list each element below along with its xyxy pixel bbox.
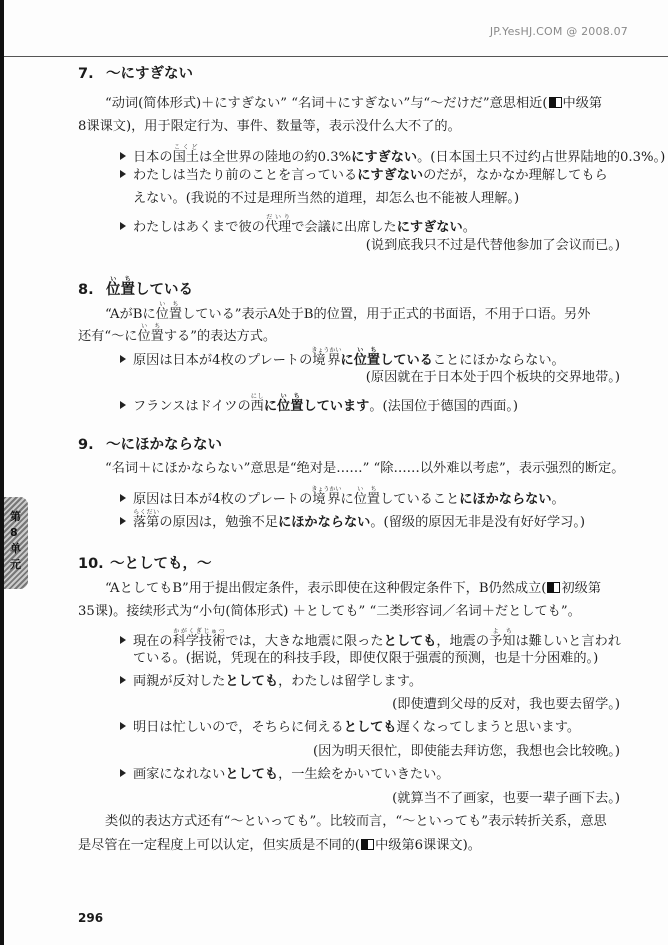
text-run: “AがBに: [105, 307, 156, 322]
example-bullet: [120, 720, 580, 736]
kanji: 科学技術: [172, 634, 226, 649]
example-continuation: [133, 191, 519, 207]
text-run: している”表示A处于B的位置，用于正式的书面语，不用于口语。另外: [182, 307, 591, 322]
text-run: 是尽管在一定程度上可以认定，但实质是不同的(: [78, 838, 361, 853]
text-run: (即使遭到父母的反对，我也要去留学。): [392, 697, 620, 712]
text-run: 中级第6课课文)。: [375, 838, 481, 853]
furigana-reading: いち: [155, 301, 182, 308]
bullet-triangle-icon: [120, 722, 126, 730]
bold-keyword: にすぎない: [357, 168, 424, 183]
bold-keyword: としても: [225, 767, 279, 782]
bullet-triangle-icon: [120, 222, 126, 230]
furigana-reading: こくど: [172, 144, 199, 151]
bullet-triangle-icon: [120, 152, 126, 160]
text-run: (就算当不了画家，也要一辈子画下去。): [392, 791, 620, 806]
translation-line: [366, 238, 620, 254]
furigana-reading: いち: [137, 323, 164, 330]
furigana-word: [172, 144, 199, 165]
paragraph-line: [105, 581, 601, 597]
furigana-word: [137, 323, 164, 344]
bullet-triangle-icon: [120, 517, 126, 525]
bold-keyword: としても: [225, 674, 279, 689]
section-title: [106, 437, 222, 453]
kanji: 位置: [353, 353, 381, 368]
paragraph-line: [105, 814, 607, 830]
furigana-word: [311, 347, 342, 368]
section-heading-7: [78, 66, 193, 82]
furigana-reading: いち: [106, 276, 135, 283]
text-run: (说到底我只不过是代替他参加了会议而已。): [365, 238, 620, 253]
text-run: 初级第: [561, 581, 602, 596]
example-bullet: [120, 168, 608, 184]
text-run: 。(日本国土只不过约占世界陆地的0.3%。): [417, 150, 666, 165]
text-run: ～としても，～: [110, 556, 212, 572]
scan-edge: [0, 0, 4, 945]
text-run: ，地震の: [436, 634, 490, 649]
text-run: ている。(据说，凭现在的科技手段，即使仅限于强震的预测，也是十分困难的。): [133, 651, 599, 666]
text-run: では，大きな地震に限った: [225, 634, 384, 649]
furigana-reading: にし: [250, 393, 264, 400]
text-run: 中级第: [562, 96, 603, 111]
text-run: 。: [462, 220, 476, 235]
translation-line: [392, 791, 620, 807]
bullet-triangle-icon: [120, 170, 126, 178]
furigana-word: [277, 393, 304, 414]
example-bullet: [120, 393, 518, 415]
kanji: 境界: [311, 353, 342, 368]
translation-line: [366, 370, 620, 386]
section-number: 10.: [78, 556, 104, 572]
kanji: 落第: [133, 515, 160, 530]
text-run: “名词＋にほかならない”意思是“绝对是……” “除……以外难以考虑”，表示强烈的断定。: [105, 461, 625, 476]
section-number: 8.: [78, 282, 94, 298]
bold-keyword: しています: [303, 399, 370, 414]
kanji: 位置: [137, 329, 164, 344]
furigana-word: [172, 628, 226, 649]
page-number: 296: [78, 911, 104, 925]
example-bullet: [120, 144, 665, 166]
text-run: “动词(简体形式)＋にすぎない” “名词＋にすぎない”与“～だけだ”意思相近(: [105, 96, 548, 111]
kanji: 国土: [172, 150, 199, 165]
furigana-reading: よち: [489, 628, 516, 635]
text-run: の原因は，勉強不足: [159, 515, 279, 530]
kanji: 代理: [264, 220, 292, 235]
text-run: ，一生絵をかいていきたい。: [278, 767, 450, 782]
example-bullet: [120, 628, 621, 650]
text-run: していること: [380, 492, 460, 507]
section-heading-9: [78, 437, 222, 453]
furigana-word: [353, 486, 381, 507]
text-run: に: [340, 492, 354, 507]
section-number: 9.: [78, 437, 94, 453]
text-run: 类似的表达方式还有“～といっても”。比较而言，“～といっても”表示转折关系，意思: [105, 814, 607, 829]
furigana-reading: だいり: [264, 214, 292, 221]
text-run: ～にすぎない: [106, 66, 193, 82]
translation-line: [392, 697, 620, 713]
text-run: えない。(我说的不过是理所当然的道理，却怎么也不能被人理解。): [133, 191, 520, 206]
text-run: 遅くなってしまうと思います。: [396, 720, 581, 735]
text-run: している: [135, 282, 193, 298]
example-bullet: [120, 347, 565, 369]
text-run: ことにほかならない。: [432, 353, 565, 368]
furigana-reading: かがくぎじゅつ: [172, 628, 226, 635]
furigana-word: [106, 276, 135, 298]
text-run: ，わたしは留学します。: [278, 674, 423, 689]
book-icon: [549, 97, 562, 108]
furigana-reading: らくだい: [133, 509, 160, 516]
bold-keyword: にすぎない: [351, 150, 418, 165]
section-heading-8: [78, 276, 193, 298]
book-icon: [547, 582, 560, 593]
text-run: 両親が反対した: [133, 674, 226, 689]
bold-keyword: に: [263, 399, 278, 414]
kanji: 予知: [489, 634, 516, 649]
paragraph-line: [105, 301, 590, 323]
section-heading-10: [78, 556, 212, 572]
paragraph-line: [105, 96, 602, 112]
section-title: [110, 556, 212, 572]
furigana-word: [489, 628, 516, 649]
bullet-triangle-icon: [120, 401, 126, 409]
bold-keyword: としても: [343, 720, 397, 735]
example-bullet: [120, 486, 565, 508]
furigana-reading: きょうかい: [311, 486, 342, 493]
text-run: は難しいと言われ: [515, 634, 621, 649]
bullet-triangle-icon: [120, 355, 126, 363]
text-run: 現在の: [133, 634, 173, 649]
kanji: 位置: [353, 492, 381, 507]
text-run: (原因就在于日本处于四个板块的交界地带。): [365, 370, 620, 385]
unit-side-tab-label: 第8单元: [10, 510, 21, 571]
bold-keyword: としても: [383, 634, 437, 649]
paragraph-line: [78, 323, 276, 345]
furigana-word: [264, 214, 292, 235]
example-bullet: [120, 674, 422, 690]
bullet-triangle-icon: [120, 636, 126, 644]
translation-line: [313, 744, 620, 760]
bullet-triangle-icon: [120, 494, 126, 502]
example-continuation: [133, 651, 598, 667]
text-run: 日本の: [133, 150, 173, 165]
furigana-reading: いち: [353, 347, 381, 354]
bullet-triangle-icon: [120, 676, 126, 684]
example-bullet: [120, 509, 585, 531]
furigana-word: [311, 486, 342, 507]
furigana-word: [250, 393, 264, 414]
paragraph-line: [78, 119, 461, 135]
text-run: 35课)。接续形式为“小句(简体形式) ＋としても” “二类形容词／名词＋だとしても”。: [78, 604, 581, 619]
example-bullet: [120, 214, 476, 236]
text-run: “AとしてもB”用于提出假定条件，表示即使在这种假定条件下，B仍然成立(: [105, 581, 547, 596]
example-bullet: [120, 767, 450, 783]
text-run: ～にほかならない: [106, 437, 222, 453]
text-run: は全世界の陸地の約0.3%: [198, 150, 352, 165]
text-run: 画家になれない: [133, 767, 226, 782]
paragraph-line: [78, 838, 481, 854]
kanji: 位置: [106, 282, 135, 298]
text-run: 原因は日本が4枚のプレートの: [133, 353, 313, 368]
text-run: 。: [551, 492, 565, 507]
kanji: 位置: [277, 399, 304, 414]
text-run: 还有“～に: [78, 329, 138, 344]
bold-keyword: にすぎない: [396, 220, 463, 235]
kanji: 西: [250, 399, 264, 414]
header-rule: [4, 56, 668, 57]
text-run: フランスはドイツの: [133, 399, 251, 414]
text-run: 。(法国位于德国的西面。): [369, 399, 519, 414]
bold-keyword: にほかならない: [459, 492, 552, 507]
bold-keyword: している: [380, 353, 433, 368]
furigana-reading: きょうかい: [311, 347, 342, 354]
text-run: わたしは当たり前のことを言っている: [133, 168, 358, 183]
paragraph-line: [105, 461, 624, 477]
paragraph-line: [78, 604, 581, 620]
text-run: で会議に出席した: [291, 220, 397, 235]
text-run: 。(留级的原因无非是没有好好学习。): [370, 515, 586, 530]
furigana-word: [155, 301, 183, 322]
bold-keyword: に: [340, 353, 354, 368]
text-run: 8课课文)，用于限定行为、事件、数量等，表示没什么大不了的。: [78, 119, 461, 134]
bold-keyword: にほかならない: [278, 515, 371, 530]
text-run: わたしはあくまで彼の: [133, 220, 265, 235]
kanji: 境界: [311, 492, 342, 507]
text-run: (因为明天很忙，即使能去拜访您，我想也会比较晚。): [312, 744, 620, 759]
furigana-reading: いち: [277, 393, 304, 400]
section-number: 7.: [78, 66, 94, 82]
section-title: [106, 276, 193, 298]
bullet-triangle-icon: [120, 769, 126, 777]
furigana-word: [133, 509, 160, 530]
section-title: [106, 66, 193, 82]
furigana-word: [353, 347, 381, 368]
kanji: 位置: [155, 307, 183, 322]
text-run: 原因は日本が4枚のプレートの: [133, 492, 313, 507]
book-icon: [361, 839, 374, 850]
text-run: のだが，なかなか理解してもら: [423, 168, 608, 183]
text-run: 明日は忙しいので，そちらに伺える: [133, 720, 344, 735]
furigana-reading: いち: [353, 486, 381, 493]
unit-side-tab: [4, 497, 28, 589]
watermark: JP.YesHJ.COM @ 2008.07: [489, 25, 628, 38]
text-run: する”的表达方式。: [163, 329, 277, 344]
